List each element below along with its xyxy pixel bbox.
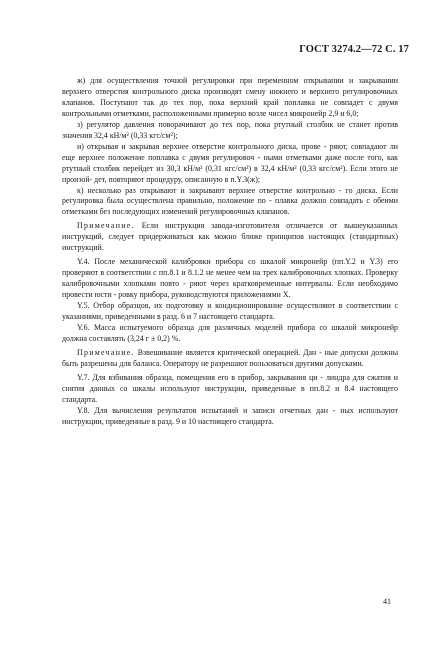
note-2 bbox=[62, 348, 398, 370]
note-1-text: Если инструкция завода-изготовителя отличается от вышеуказанных инструкций, следует придерживаться как можно ближе принципов настоящих (стандартных) инструкций. bbox=[62, 221, 398, 253]
paragraph-zh: ж) для осуществления точной регулировки при переменном открывании и закрывании верхнего отверстия контрольного диска производят смену нижнего и верхнего регулировочных клапанов. Поступают так до тех пор, пока верхний край поплавка не совпадет с двумя контрольными отметками, расположенными примерно возле чисел микронейр 2,9 и 6,0; bbox=[62, 76, 398, 118]
section-y6: Y.6. Масса испытуемого образца для различных моделей прибора со шкалой микронейр должна составлять (3,24 г ± 0,2) %. bbox=[62, 322, 398, 343]
section-y7: Y.7. Для взбивания образца, помещения его в прибор, закрывания ци - линдра для сжатия и снятия данных со шкалы используют инструкции, приведенные в пп.8.2 и 8.4 настоящего стандарта. bbox=[62, 372, 398, 404]
paragraph-k: к) несколько раз открывают и закрывают верхнее отверстие контрольно - го диска. Если регулировка была осуществлена правильно, положение по - плавка должно совпадать с обеими отметками без последующих изменений регулировочных клапанов. bbox=[62, 185, 398, 217]
paragraph-z: з) регулятор давления поворачивают до тех пор, пока ртутный столбик не станет против значения 32,4 кН/м² (0,33 кгс/см²); bbox=[62, 119, 398, 140]
note-2-label: Примечание. bbox=[77, 347, 135, 357]
note-1 bbox=[62, 221, 398, 254]
paragraph-i: и) открывая и закрывая верхнее отверстие контрольного диска, прове - ряют, совпадают ли еще верхнее положение поплавка с двумя регулировоч - ными отметками даже после того, как ртутный столбик перейдет из 30,3 кН/м² (0,31 кгс/см²) в 32,4 кН/м² (0,33 кгс/см²). Если этого не произой- дет, повторяют процедуру, описанную в п.Y.3(ж); bbox=[62, 141, 398, 184]
document-body bbox=[62, 76, 398, 428]
page-header: ГОСТ 3274.2—72 С. 17 bbox=[299, 44, 409, 55]
section-y8: Y.8. Для вычисления результатов испытаний и записи отчетных дан - ных используют инструкции, приведенные в разд. 9 и 10 настоящего стандарта. bbox=[62, 405, 398, 426]
section-y4: Y.4. После механической калибровки прибора со шкалой микронейр (пп.Y.2 и Y.3) его проверяют в соответствии с пп.8.1 и 8.1.2 не менее чем на трех калибровочных хлопках. Проверку калибровочными хлопками повто - ряют через кратковременные интервалы. Если необходимо провести юсти - ровку прибора, руководствуются приложениями X. bbox=[62, 257, 398, 300]
note-2-text: Взвешивание является критической операцией. Дан - ные допуски должны быть разрешены для баланса. Оператору не разрешают пользоваться другими допусками. bbox=[62, 347, 398, 368]
section-y5: Y.5. Отбор образцов, их подготовку и кондиционирование осуществляют в соответствии с указаниями, приведенными в разд. 6 и 7 настоящего стандарта. bbox=[62, 301, 398, 322]
note-1-label: Примечание. bbox=[77, 221, 135, 231]
page-number: 41 bbox=[383, 597, 391, 606]
